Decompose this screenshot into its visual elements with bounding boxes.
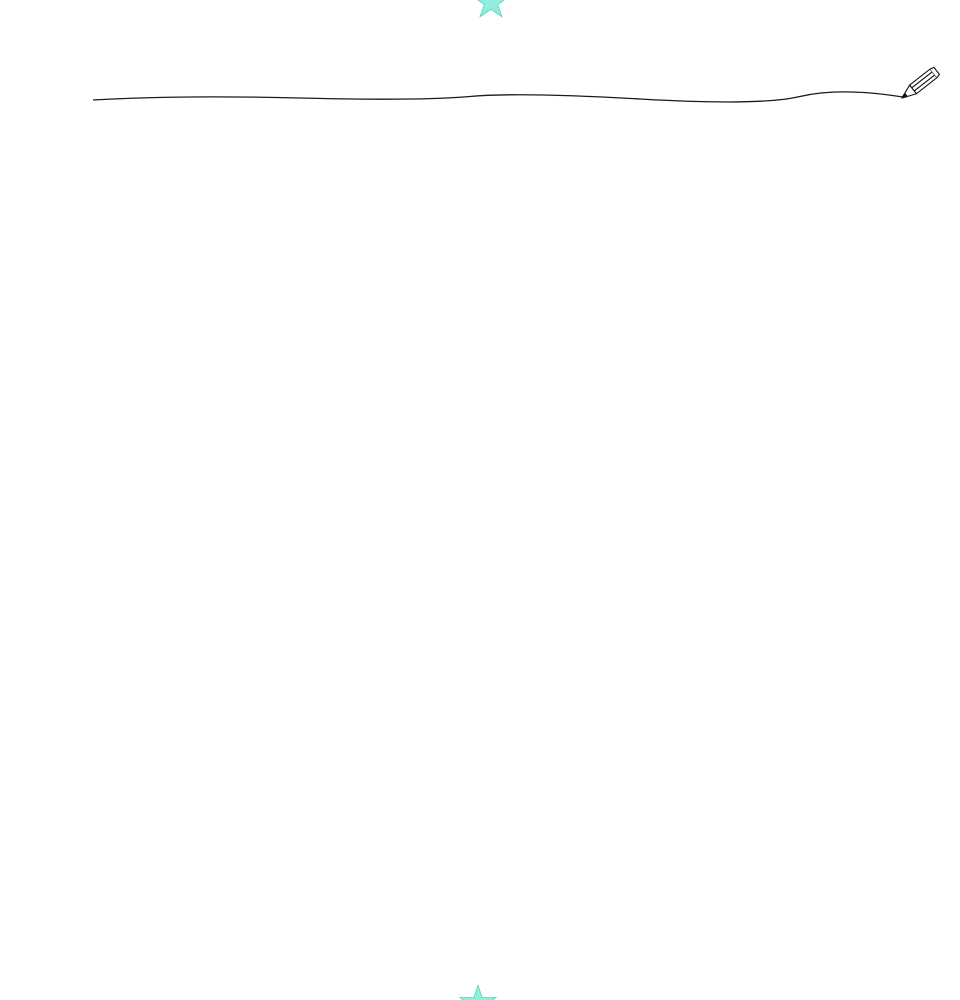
star-icon-fill — [460, 986, 496, 1000]
star-icon — [458, 984, 498, 1000]
star-icon — [471, 0, 511, 21]
